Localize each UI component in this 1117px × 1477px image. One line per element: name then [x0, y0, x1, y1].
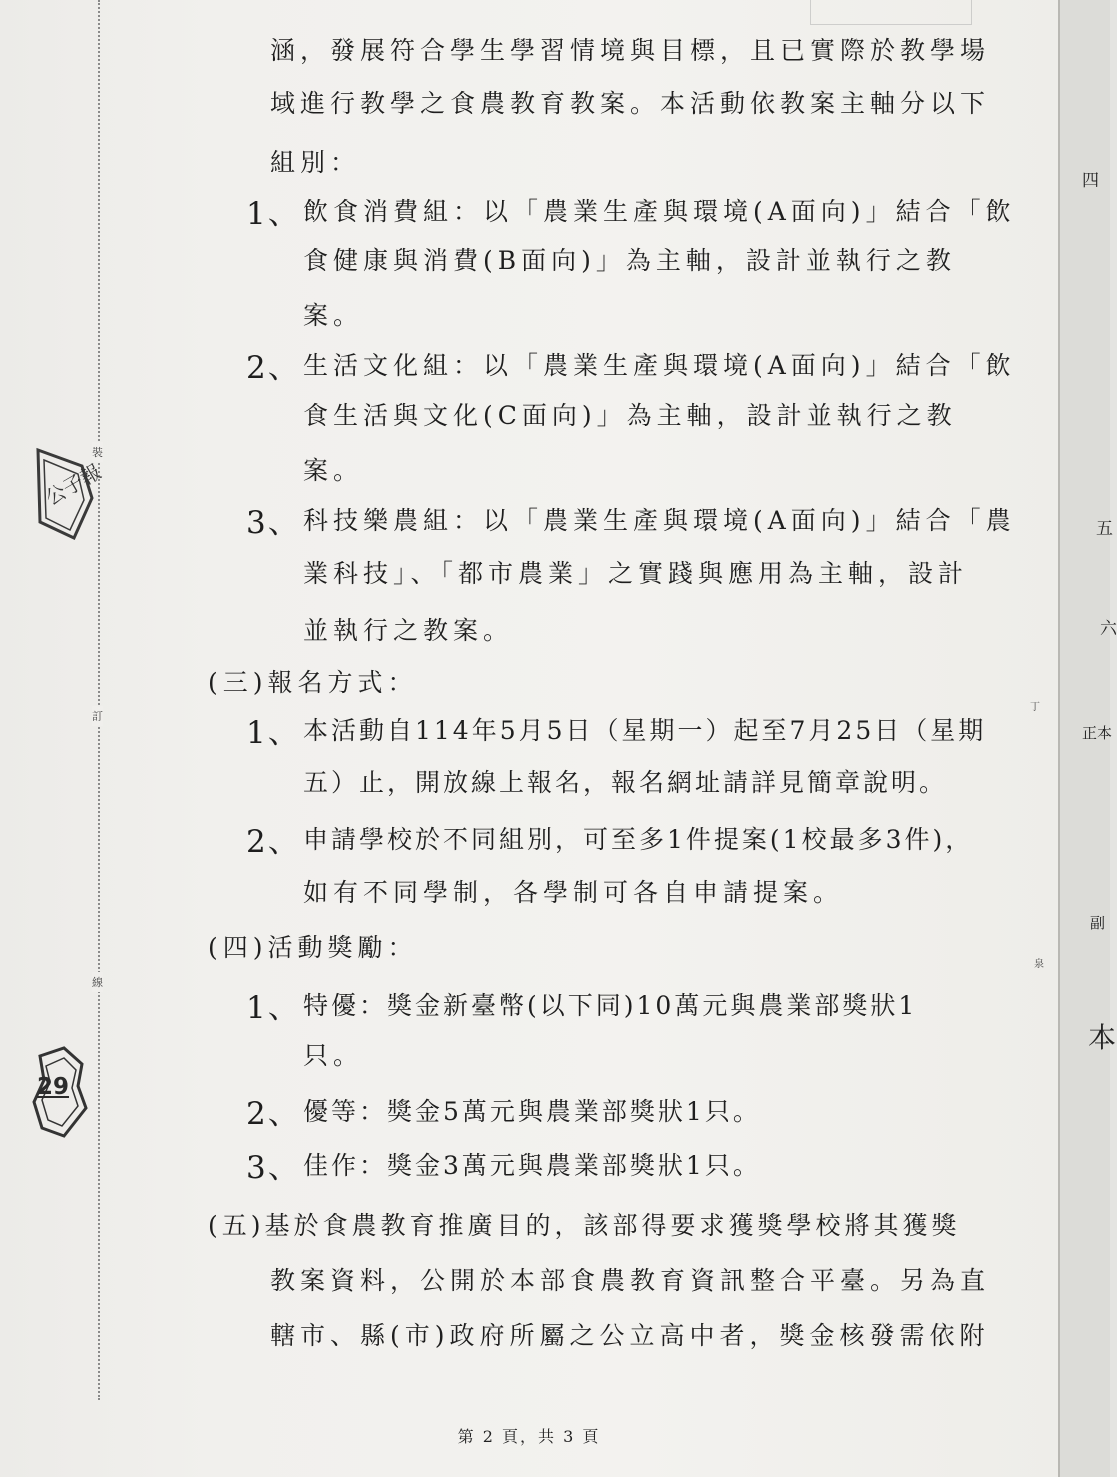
text-line: 案。: [303, 456, 364, 485]
under-sheet-char: 五: [1096, 519, 1113, 539]
text-line: 業科技」、「都市農業」之實踐與應用為主軸，設計: [303, 559, 969, 588]
section-heading-awards: (四)活動獎勵：: [208, 933, 418, 962]
page-footer: 第 2 頁，共 3 頁: [457, 1427, 601, 1446]
text-line: 食健康與消費(B面向)」為主軸，設計並執行之教: [303, 246, 956, 275]
item-number: 2、: [246, 1096, 301, 1132]
text-line: 飲食消費組：以「農業生產與環境(A面向)」結合「飲: [303, 197, 1016, 226]
text-line: 五）止，開放線上報名，報名網址請詳見簡章說明。: [303, 768, 948, 797]
text-line: 申請學校於不同組別，可至多1件提案(1校最多3件)，: [303, 825, 974, 854]
under-sheet-char: 六: [1100, 619, 1117, 639]
item-number: 2、: [246, 350, 301, 386]
text-line: 食生活與文化(C面向)」為主軸，設計並執行之教: [303, 401, 957, 430]
item-number: 2、: [246, 824, 301, 860]
item-number: 1、: [246, 196, 301, 232]
top-stamp-fragment: [810, 0, 972, 25]
text-line: 組別：: [270, 148, 361, 177]
section-heading-publication: (五)基於食農教育推廣目的，該部得要求獲獎學校將其獲獎: [208, 1211, 961, 1240]
page-number-stamp-text: 29: [37, 1074, 70, 1100]
svg-text:公子報: 公子報: [41, 459, 106, 511]
seal-stamp: [30, 438, 106, 548]
binding-dotted-line: [98, 0, 100, 1400]
under-sheet-char: 四: [1082, 171, 1099, 191]
text-line: 教案資料，公開於本部食農教育資訊整合平臺。另為直: [270, 1266, 991, 1295]
binding-char-xian: 線: [92, 972, 103, 992]
under-sheet-char: 副: [1090, 914, 1106, 932]
text-line: 轄市、縣(市)政府所屬之公立高中者，獎金核發需依附: [270, 1321, 990, 1350]
item-number: 1、: [246, 990, 301, 1026]
section-heading-registration: (三)報名方式：: [208, 668, 418, 697]
under-sheet-char: 本: [1088, 1021, 1117, 1054]
text-line: 只。: [303, 1041, 364, 1070]
text-line: 佳作：獎金3萬元與農業部獎狀1只。: [303, 1151, 761, 1180]
binding-char-zhuang: 裝: [92, 442, 103, 462]
item-number: 3、: [246, 1150, 301, 1186]
under-sheet-char: 正本: [1082, 724, 1113, 742]
text-line: 科技樂農組：以「農業生產與環境(A面向)」結合「農: [303, 506, 1016, 535]
underlying-sheet: [1058, 0, 1117, 1477]
seam-mark-xian: 泉: [1034, 959, 1044, 970]
item-number: 1、: [246, 715, 301, 751]
text-line: 並執行之教案。: [303, 616, 514, 645]
item-number: 3、: [246, 505, 301, 541]
binding-char-ding: 訂: [92, 706, 103, 726]
text-line: 本活動自114年5月5日（星期一）起至7月25日（星期: [303, 716, 987, 745]
text-line: 特優：獎金新臺幣(以下同)10萬元與農業部獎狀1: [303, 991, 918, 1020]
text-line: 生活文化組：以「農業生產與環境(A面向)」結合「飲: [303, 351, 1016, 380]
text-line: 優等：獎金5萬元與農業部獎狀1只。: [303, 1097, 761, 1126]
text-line: 涵，發展符合學生學習情境與目標，且已實際於教學場: [270, 36, 991, 65]
text-line: 案。: [303, 301, 364, 330]
seam-mark-ding: 丁: [1030, 702, 1040, 713]
text-line: 域進行教學之食農教育教案。本活動依教案主軸分以下: [270, 89, 991, 118]
text-line: 如有不同學制，各學制可各自申請提案。: [303, 878, 844, 907]
